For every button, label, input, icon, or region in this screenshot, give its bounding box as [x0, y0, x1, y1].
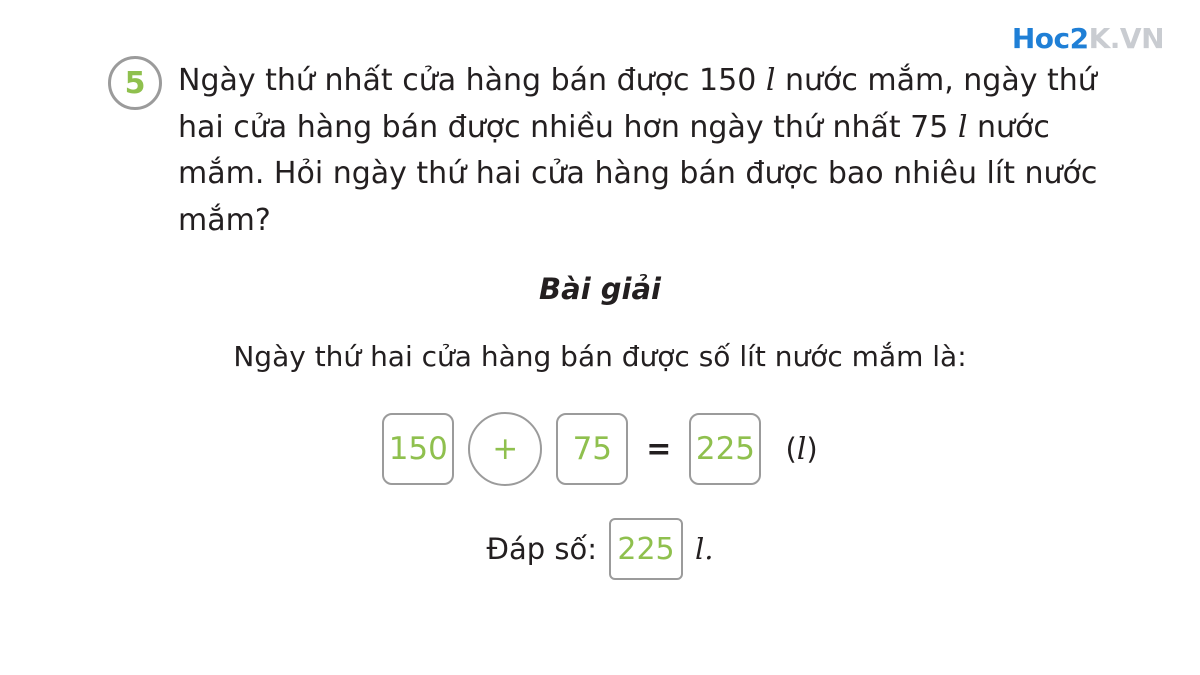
answer-label: Đáp số: — [486, 532, 597, 566]
exercise-number-badge: 5 — [108, 56, 162, 110]
equals-sign: = — [646, 431, 672, 467]
operand2-box[interactable]: 75 — [556, 413, 628, 485]
operator-circle[interactable]: + — [468, 412, 542, 486]
operand1-box[interactable]: 150 — [382, 413, 454, 485]
question-unit-2: l — [957, 109, 968, 145]
result-box[interactable]: 225 — [689, 413, 761, 485]
logo-text-secondary: K.VN — [1088, 22, 1164, 55]
question-text — [178, 58, 1118, 244]
unit-liter: l — [796, 431, 807, 467]
equation-row — [0, 412, 1200, 486]
answer-unit: l. — [695, 532, 714, 566]
answer-row — [0, 518, 1200, 580]
answer-value-box[interactable]: 225 — [609, 518, 683, 580]
question-part-3: nước mắm. Hỏi ngày thứ hai cửa hàng bán được bao nhiêu lít nước mắm? — [178, 109, 1098, 238]
paren-open: ( — [785, 431, 797, 466]
solution-title: Bài giải — [539, 272, 661, 306]
result-unit — [775, 432, 817, 467]
logo-text-primary: Hoc2 — [1011, 22, 1089, 55]
solution-statement: Ngày thứ hai cửa hàng bán được số lít nước mắm là: — [233, 340, 967, 373]
site-logo — [1012, 22, 1164, 55]
question-part-1: Ngày thứ nhất cửa hàng bán được 150 — [178, 63, 766, 98]
question-part-2: nước mắm, ngày thứ hai cửa hàng bán được nhiều hơn ngày thứ nhất 75 — [178, 63, 1097, 145]
paren-close: ) — [806, 431, 818, 466]
question-unit-1: l — [765, 63, 776, 98]
